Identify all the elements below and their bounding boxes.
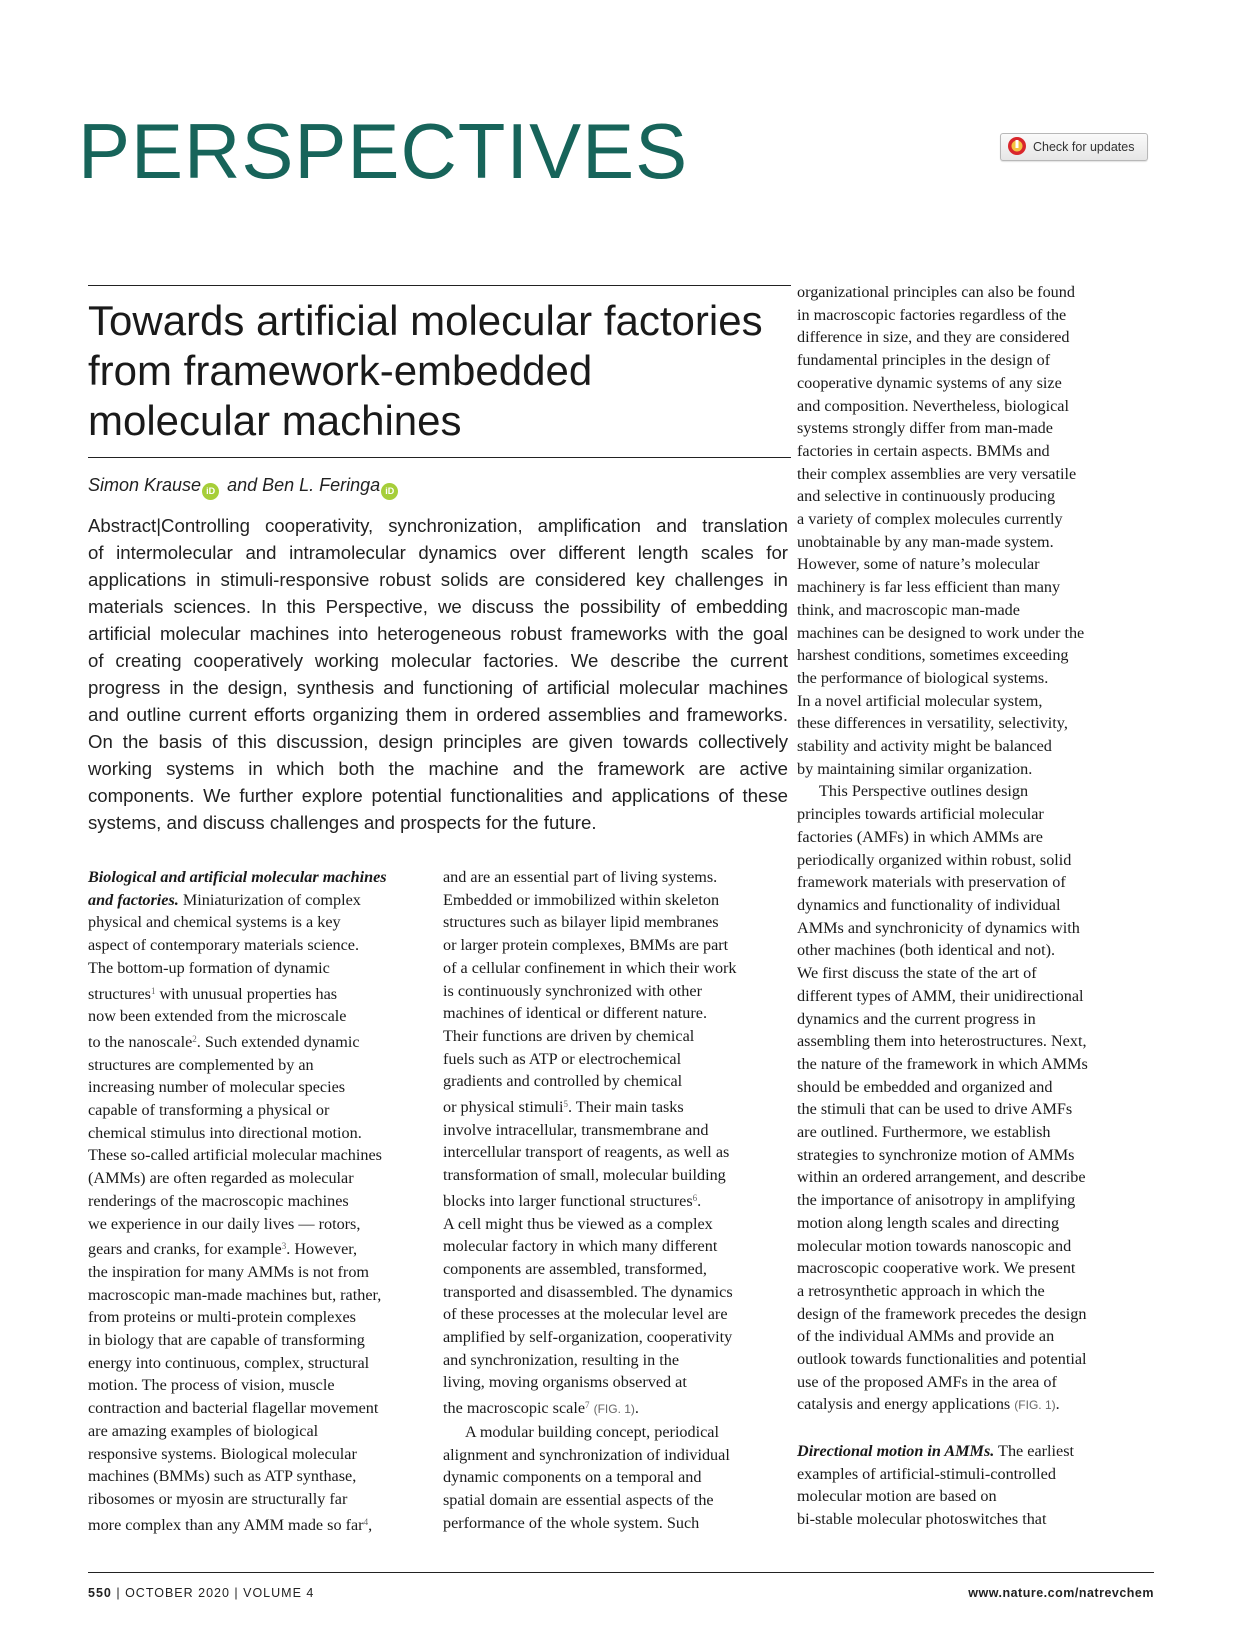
body-line: organizational principles can also be found bbox=[797, 283, 1075, 301]
body-line: ribosomes or myosin are structurally far bbox=[88, 1489, 348, 1508]
abstract bbox=[88, 512, 788, 836]
body-line: renderings of the macroscopic machines bbox=[88, 1191, 349, 1210]
body-line: responsive systems. Biological molecular bbox=[88, 1444, 357, 1463]
section-heading: Biological and artificial molecular machines bbox=[88, 868, 387, 886]
body-column-2 bbox=[443, 866, 783, 1534]
update-badge-icon bbox=[1007, 136, 1027, 159]
body-line: principles towards artificial molecular bbox=[797, 805, 1044, 824]
body-line: fundamental principles in the design of bbox=[797, 351, 1051, 370]
body-line: A modular building concept, periodical bbox=[465, 1422, 719, 1441]
body-text: more complex than any AMM made so far bbox=[88, 1515, 364, 1534]
body-line: motion. The process of vision, muscle bbox=[88, 1376, 335, 1395]
body-text: . bbox=[697, 1191, 702, 1210]
abstract-line: working systems in which both the machine and the framework are active bbox=[88, 758, 788, 779]
body-line: dynamic components on a temporal and bbox=[443, 1468, 702, 1487]
reference-link[interactable]: 7 bbox=[585, 1400, 590, 1411]
section-label: PERSPECTIVES bbox=[78, 107, 689, 195]
body-line: chemical stimulus into directional motion. bbox=[88, 1123, 362, 1142]
title-top-rule bbox=[88, 285, 791, 286]
body-line: unobtainable by any man-made system. bbox=[797, 532, 1054, 551]
body-line: This Perspective outlines design bbox=[819, 782, 1029, 801]
body-line: aspect of contemporary materials science. bbox=[88, 936, 360, 955]
body-text: to the nanoscale bbox=[88, 1032, 193, 1051]
body-line bbox=[797, 1393, 1137, 1417]
reference-link[interactable]: 4 bbox=[363, 1516, 369, 1527]
body-line: the inspiration for many AMMs is not from bbox=[88, 1262, 370, 1281]
body-line: However, some of nature’s molecular bbox=[797, 555, 1040, 574]
body-line: cooperative dynamic systems of any size bbox=[797, 373, 1062, 392]
page-number: 550 bbox=[88, 1586, 112, 1600]
body-text: catalysis and energy applications bbox=[797, 1395, 1015, 1414]
body-line: should be embedded and organized and bbox=[797, 1077, 1053, 1096]
body-line: and selective in continuously producing bbox=[797, 487, 1056, 506]
body-line bbox=[88, 980, 428, 1006]
abstract-line: of intermolecular and intramolecular dynamics over different length scales for bbox=[88, 542, 788, 563]
body-text: . Their main tasks bbox=[568, 1098, 684, 1117]
body-line: machinery is far less efficient than many bbox=[797, 578, 1061, 597]
body-text: The earliest bbox=[994, 1441, 1075, 1460]
body-line bbox=[443, 1394, 783, 1421]
body-line: macroscopic cooperative work. We present bbox=[797, 1259, 1076, 1278]
body-line: different types of AMM, their unidirectional bbox=[797, 986, 1084, 1005]
body-line: intercellular transport of reagents, as well as bbox=[443, 1143, 730, 1162]
body-line: a variety of complex molecules currently bbox=[797, 510, 1063, 529]
body-line: components are assembled, transformed, bbox=[443, 1259, 707, 1278]
abstract-line: components. We further explore potential functionalities and applications of these bbox=[88, 785, 788, 806]
body-line: within an ordered arrangement, and describe bbox=[797, 1168, 1086, 1187]
paragraph-gap bbox=[797, 1417, 1137, 1440]
reference-link[interactable]: 6 bbox=[692, 1192, 698, 1203]
body-line: and synchronization, resulting in the bbox=[443, 1350, 680, 1369]
author-list bbox=[88, 474, 401, 500]
body-line: by maintaining similar organization. bbox=[797, 759, 1033, 778]
author-name[interactable]: Simon Krause bbox=[88, 475, 202, 495]
body-line: contraction and bacterial flagellar movement bbox=[88, 1399, 379, 1418]
body-line: A cell might thus be viewed as a complex bbox=[443, 1214, 713, 1233]
body-text: . bbox=[1055, 1395, 1060, 1414]
body-line: these differences in versatility, selectivity, bbox=[797, 714, 1068, 733]
title-line: Towards artificial molecular factories bbox=[88, 297, 763, 344]
body-line: energy into continuous, complex, structural bbox=[88, 1353, 370, 1372]
body-line: harshest conditions, sometimes exceeding bbox=[797, 646, 1069, 665]
abstract-line bbox=[88, 512, 788, 539]
body-line bbox=[88, 1028, 428, 1054]
body-line: outlook towards functionalities and potential bbox=[797, 1350, 1087, 1369]
section-heading: and factories. bbox=[88, 890, 179, 909]
body-line: or larger protein complexes, BMMs are part bbox=[443, 936, 729, 955]
body-text: . bbox=[634, 1399, 639, 1418]
abstract-line: applications in stimuli-responsive robust solids are considered key challenges in bbox=[88, 569, 788, 590]
body-line: systems strongly differ from man-made bbox=[797, 419, 1053, 438]
body-line: their complex assemblies are very versatile bbox=[797, 464, 1077, 483]
body-line: machines of identical or different nature. bbox=[443, 1004, 707, 1023]
article-title bbox=[88, 296, 788, 446]
body-text: blocks into larger functional structures bbox=[443, 1191, 693, 1210]
body-line: machines can be designed to work under the bbox=[797, 623, 1085, 642]
abstract-separator: | bbox=[156, 515, 162, 536]
abstract-line: systems, and discuss challenges and prospects for the future. bbox=[88, 812, 597, 833]
body-line bbox=[443, 1093, 783, 1119]
body-line: gradients and controlled by chemical bbox=[443, 1072, 683, 1091]
body-line: In a novel artificial molecular system, bbox=[797, 691, 1043, 710]
body-line bbox=[88, 1235, 428, 1261]
body-line bbox=[443, 1187, 783, 1213]
abstract-text: Controlling cooperativity, synchronization, amplification and translation bbox=[161, 515, 788, 536]
body-line: bi-stable molecular photoswitches that bbox=[797, 1509, 1047, 1528]
check-for-updates-button[interactable] bbox=[1000, 133, 1148, 161]
abstract-line: of creating cooperatively working molecular factories. We describe the current bbox=[88, 650, 788, 671]
abstract-label: Abstract bbox=[88, 515, 157, 536]
body-line: of the individual AMMs and provide an bbox=[797, 1327, 1055, 1346]
body-line: physical and chemical systems is a key bbox=[88, 913, 341, 932]
section-heading: Directional motion in AMMs. bbox=[797, 1441, 995, 1460]
body-line: machines (BMMs) such as ATP synthase, bbox=[88, 1467, 357, 1486]
body-line: is continuously synchronized with other bbox=[443, 981, 702, 1000]
title-line: molecular machines bbox=[88, 397, 462, 444]
body-line: now been extended from the microscale bbox=[88, 1007, 347, 1026]
body-line: alignment and synchronization of individual bbox=[443, 1445, 730, 1464]
body-line: strategies to synchronize motion of AMMs bbox=[797, 1145, 1075, 1164]
body-line: These so-called artificial molecular machines bbox=[88, 1146, 382, 1165]
body-line: Embedded or immobilized within skeleton bbox=[443, 890, 720, 909]
body-text: gears and cranks, for example bbox=[88, 1240, 282, 1259]
body-line: dynamics and the current progress in bbox=[797, 1009, 1036, 1028]
body-line: and are an essential part of living systems. bbox=[443, 868, 718, 886]
title-bottom-rule bbox=[88, 457, 791, 458]
body-line bbox=[88, 889, 428, 912]
body-line: Their functions are driven by chemical bbox=[443, 1026, 695, 1045]
paragraph bbox=[797, 281, 1137, 780]
body-line: the performance of biological systems. bbox=[797, 668, 1049, 687]
title-line: from framework-embedded bbox=[88, 347, 593, 394]
issue-info: | OCTOBER 2020 | VOLUME 4 bbox=[116, 1586, 315, 1600]
body-line: we experience in our daily lives — rotors, bbox=[88, 1214, 361, 1233]
body-line: structures such as bilayer lipid membranes bbox=[443, 913, 719, 932]
body-line: factories in certain aspects. BMMs and bbox=[797, 441, 1050, 460]
body-line: transported and disassembled. The dynamics bbox=[443, 1282, 733, 1301]
body-line: in biology that are capable of transforming bbox=[88, 1331, 365, 1350]
body-line: difference in size, and they are considered bbox=[797, 328, 1070, 347]
body-line: of these processes at the molecular level are bbox=[443, 1305, 728, 1324]
body-text: . However, bbox=[286, 1240, 358, 1259]
body-line: structures are complemented by an bbox=[88, 1055, 314, 1074]
body-line: increasing number of molecular species bbox=[88, 1078, 346, 1097]
body-line: use of the proposed AMFs in the area of bbox=[797, 1372, 1057, 1391]
abstract-line: On the basis of this discussion, design principles are given towards collectively bbox=[88, 731, 788, 752]
body-line: dynamics and functionality of individual bbox=[797, 895, 1061, 914]
body-line bbox=[797, 1440, 1137, 1463]
body-line: involve intracellular, transmembrane and bbox=[443, 1120, 709, 1139]
journal-url[interactable]: www.nature.com/natrevchem bbox=[968, 1586, 1154, 1600]
body-line: capable of transforming a physical or bbox=[88, 1101, 330, 1120]
footer-rule bbox=[88, 1572, 1154, 1573]
body-line: molecular motion are based on bbox=[797, 1487, 997, 1506]
body-line: molecular factory in which many different bbox=[443, 1237, 718, 1256]
body-line: periodically organized within robust, solid bbox=[797, 850, 1072, 869]
body-text: the macroscopic scale bbox=[443, 1399, 586, 1418]
paragraph bbox=[797, 1463, 1137, 1531]
body-column-3 bbox=[797, 281, 1137, 1531]
body-line: (AMMs) are often regarded as molecular bbox=[88, 1169, 354, 1188]
body-line: transformation of small, molecular building bbox=[443, 1166, 726, 1185]
footer-left bbox=[88, 1586, 314, 1600]
body-line: from proteins or multi-protein complexes bbox=[88, 1308, 356, 1327]
body-line: design of the framework precedes the design bbox=[797, 1304, 1087, 1323]
body-column-1 bbox=[88, 866, 428, 1536]
orcid-icon[interactable]: iD bbox=[202, 483, 219, 500]
body-line: stability and activity might be balanced bbox=[797, 737, 1052, 756]
abstract-line: materials sciences. In this Perspective, we discuss the possibility of embedding bbox=[88, 596, 788, 617]
body-line: in macroscopic factories regardless of the bbox=[797, 305, 1067, 324]
abstract-line: and outline current efforts organizing them in ordered assemblies and frameworks. bbox=[88, 704, 788, 725]
body-line: examples of artificial-stimuli-controlled bbox=[797, 1464, 1056, 1483]
body-line bbox=[88, 1511, 428, 1537]
body-line: the nature of the framework in which AMMs bbox=[797, 1054, 1088, 1073]
reference-link[interactable]: 3 bbox=[281, 1241, 287, 1252]
body-line: macroscopic man-made machines but, rather, bbox=[88, 1285, 382, 1304]
reference-link[interactable]: 2 bbox=[192, 1033, 197, 1044]
body-line: framework materials with preservation of bbox=[797, 873, 1066, 892]
body-line: are outlined. Furthermore, we establish bbox=[797, 1123, 1051, 1142]
body-line: the importance of anisotropy in amplifying bbox=[797, 1191, 1076, 1210]
body-line: The bottom-up formation of dynamic bbox=[88, 958, 330, 977]
body-text: with unusual properties has bbox=[155, 984, 338, 1003]
reference-link[interactable]: 1 bbox=[150, 985, 156, 996]
body-line: motion along length scales and directing bbox=[797, 1213, 1060, 1232]
body-line: molecular motion towards nanoscopic and bbox=[797, 1236, 1072, 1255]
body-line: the stimuli that can be used to drive AMFs bbox=[797, 1100, 1073, 1119]
body-text: , bbox=[368, 1515, 373, 1534]
abstract-line: progress in the design, synthesis and functioning of artificial molecular machines bbox=[88, 677, 788, 698]
body-line: and composition. Nevertheless, biological bbox=[797, 396, 1069, 415]
reference-link[interactable]: 5 bbox=[563, 1099, 568, 1110]
body-line: other machines (both identical and not). bbox=[797, 941, 1056, 960]
body-line: are amazing examples of biological bbox=[88, 1421, 319, 1440]
figure-link[interactable]: (FIG. 1) bbox=[593, 1402, 635, 1417]
body-line: think, and macroscopic man-made bbox=[797, 600, 1020, 619]
body-line: living, moving organisms observed at bbox=[443, 1373, 687, 1392]
body-line: factories (AMFs) in which AMMs are bbox=[797, 827, 1043, 846]
abstract-line: artificial molecular machines into heterogeneous robust frameworks with the goal bbox=[88, 623, 788, 644]
body-text: or physical stimuli bbox=[443, 1098, 564, 1117]
body-line: AMMs and synchronicity of dynamics with bbox=[797, 918, 1080, 937]
body-text: Miniaturization of complex bbox=[178, 890, 361, 909]
body-text: . Such extended dynamic bbox=[196, 1032, 360, 1051]
body-text: structures bbox=[88, 984, 151, 1003]
update-badge-label: Check for updates bbox=[1033, 140, 1135, 154]
body-line: of a cellular confinement in which their work bbox=[443, 958, 737, 977]
author-name[interactable]: and Ben L. Feringa bbox=[227, 475, 381, 495]
body-line: fuels such as ATP or electrochemical bbox=[443, 1049, 682, 1068]
body-line: We first discuss the state of the art of bbox=[797, 964, 1037, 983]
body-line: a retrosynthetic approach in which the bbox=[797, 1281, 1045, 1300]
body-line: assembling them into heterostructures. Next, bbox=[797, 1032, 1087, 1051]
figure-link[interactable]: (FIG. 1) bbox=[1014, 1398, 1056, 1413]
orcid-icon[interactable]: iD bbox=[381, 483, 398, 500]
body-line: amplified by self-organization, cooperativity bbox=[443, 1328, 733, 1347]
body-line: performance of the whole system. Such bbox=[443, 1513, 700, 1532]
body-line: spatial domain are essential aspects of the bbox=[443, 1490, 714, 1509]
paragraph bbox=[797, 780, 1137, 1393]
